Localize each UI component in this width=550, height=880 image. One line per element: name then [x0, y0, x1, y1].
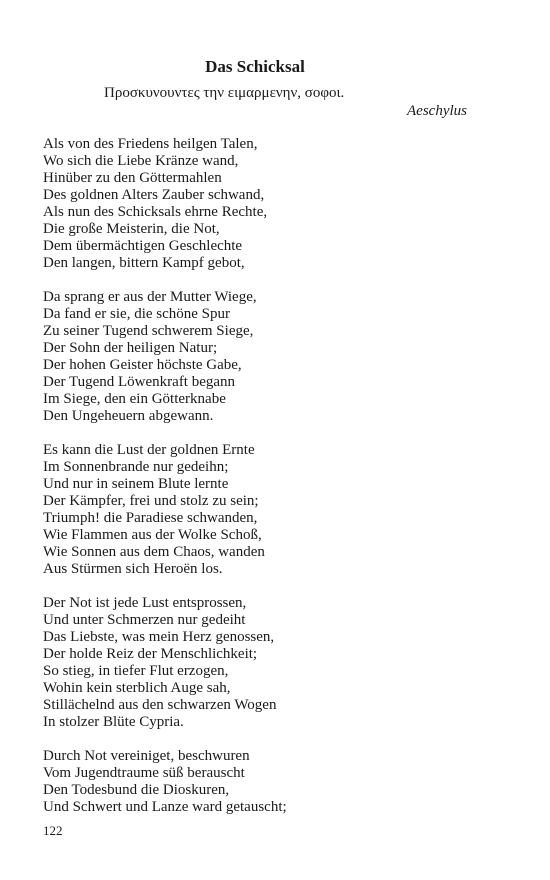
verse-line: In stolzer Blüte Cypria.	[43, 714, 184, 730]
verse-line: Vom Jugendtraume süß berauscht	[43, 765, 245, 781]
stanza-4	[43, 595, 483, 731]
stanza-3	[43, 442, 483, 578]
verse-line: Der Sohn der heiligen Natur;	[43, 340, 218, 356]
verse-line: Wo sich die Liebe Kränze wand,	[43, 153, 239, 169]
verse-line: Der holde Reiz der Menschlichkeit;	[43, 646, 258, 662]
stanza-2	[43, 289, 483, 425]
stanza-1	[43, 136, 483, 272]
verse-line: Den Ungeheuern abgewann.	[43, 408, 214, 424]
verse-line: Stillächelnd aus den schwarzen Wogen	[43, 697, 277, 713]
page-number: 122	[43, 823, 63, 838]
verse-line: Wohin kein sterblich Auge sah,	[43, 680, 231, 696]
verse-line: Wie Sonnen aus dem Chaos, wanden	[43, 544, 265, 560]
verse-line: Die große Meisterin, die Not,	[43, 221, 220, 237]
verse-line: Durch Not vereiniget, beschwuren	[43, 748, 250, 764]
poem-title: Das Schicksal	[205, 57, 305, 76]
epigraph-author: Aeschylus	[407, 103, 467, 119]
verse-line: Der Not ist jede Lust entsprossen,	[43, 595, 247, 611]
verse-line: Im Siege, den ein Götterknabe	[43, 391, 226, 407]
verse-line: Es kann die Lust der goldnen Ernte	[43, 442, 255, 458]
verse-line: So stieg, in tiefer Flut erzogen,	[43, 663, 229, 679]
verse-line: Da fand er sie, die schöne Spur	[43, 306, 231, 322]
verse-line: Aus Stürmen sich Heroën los.	[43, 561, 223, 577]
verse-line: Zu seiner Tugend schwerem Siege,	[43, 323, 254, 339]
stanza-5	[43, 748, 483, 816]
verse-line: Und nur in seinem Blute lernte	[43, 476, 229, 492]
verse-line: Den Todesbund die Dioskuren,	[43, 782, 230, 798]
verse-line: Der hohen Geister höchste Gabe,	[43, 357, 242, 373]
verse-line: Als nun des Schicksals ehrne Rechte,	[43, 204, 268, 220]
verse-line: Der Tugend Löwenkraft begann	[43, 374, 236, 390]
verse-line: Hinüber zu den Göttermahlen	[43, 170, 222, 186]
verse-line: Triumph! die Paradiese schwanden,	[43, 510, 258, 526]
verse-line: Als von des Friedens heilgen Talen,	[43, 136, 258, 152]
verse-line: Da sprang er aus der Mutter Wiege,	[43, 289, 257, 305]
verse-line: Und Schwert und Lanze ward getauscht;	[43, 799, 287, 815]
verse-line: Der Kämpfer, frei und stolz zu sein;	[43, 493, 259, 509]
verse-line: Wie Flammen aus der Wolke Schoß,	[43, 527, 262, 543]
verse-line: Den langen, bittern Kampf gebot,	[43, 255, 245, 271]
verse-line: Im Sonnenbrande nur gedeihn;	[43, 459, 229, 475]
verse-line: Das Liebste, was mein Herz genossen,	[43, 629, 275, 645]
verse-line: Und unter Schmerzen nur gedeiht	[43, 612, 246, 628]
verse-line: Dem übermächtigen Geschlechte	[43, 238, 243, 254]
poem-body	[43, 136, 483, 833]
epigraph-text: Προσκυνουντες την ειμαρμενην, σοφοι.	[104, 85, 345, 101]
verse-line: Des goldnen Alters Zauber schwand,	[43, 187, 265, 203]
